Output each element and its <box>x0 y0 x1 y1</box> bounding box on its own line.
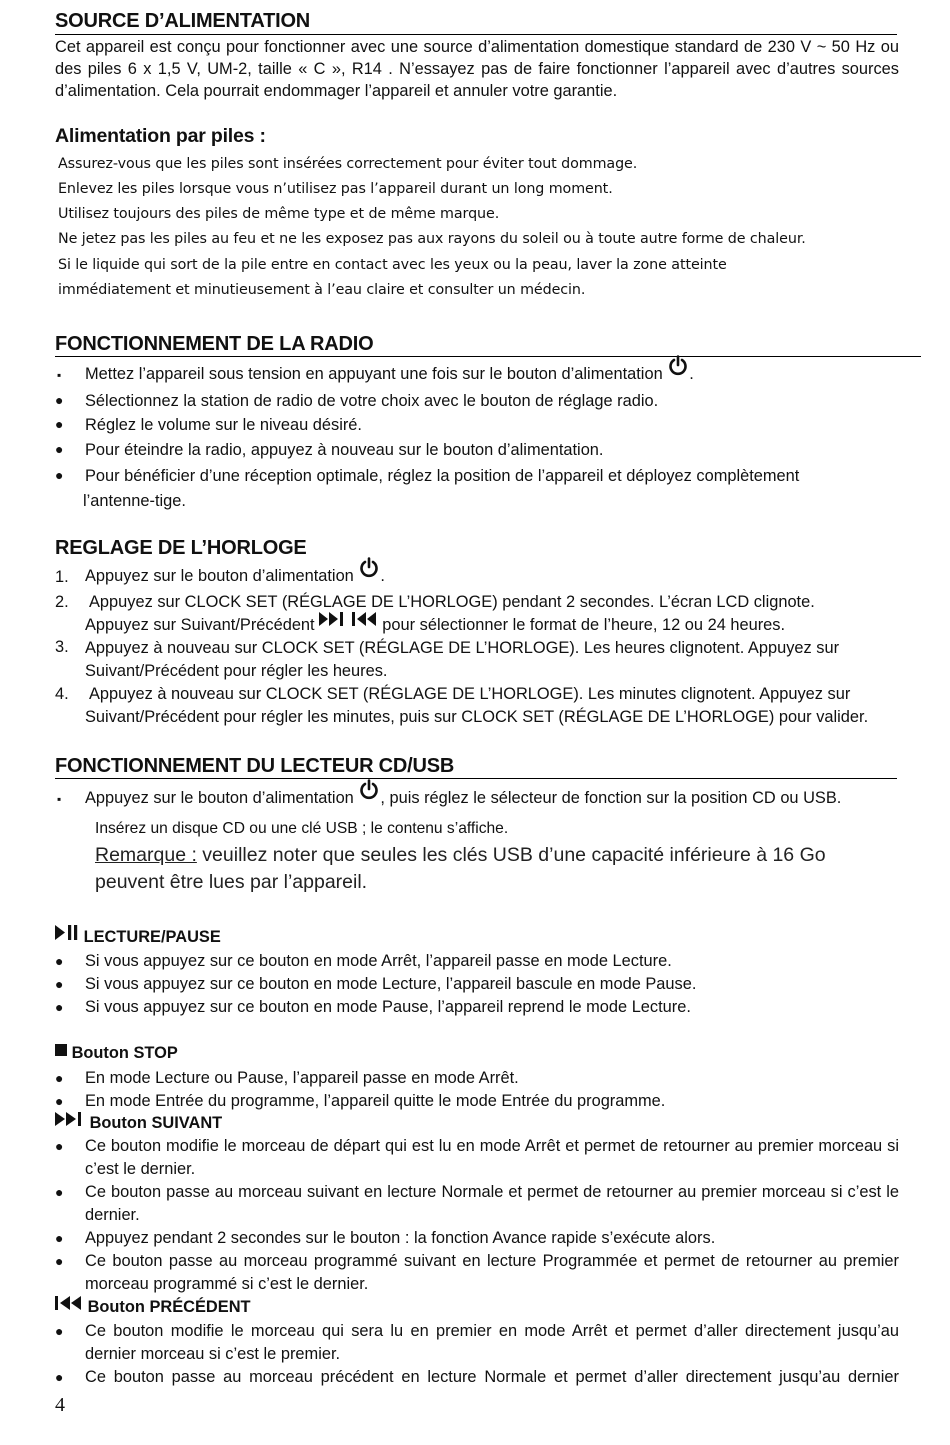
play-pause-item: Si vous appuyez sur ce bouton en mode Lecture, l’appareil bascule en mode Pause. <box>85 975 697 993</box>
step-number: 1. <box>55 568 69 586</box>
remark: Remarque : veuillez noter que seules les clés USB d’une capacité inférieure à 16 Go <box>95 844 826 866</box>
previous-item: Ce bouton passe au morceau précédent en lecture Normale et permet d’aller directement jusqu’au dernier <box>85 1368 899 1386</box>
cd-usb-title: FONCTIONNEMENT DU LECTEUR CD/USB <box>55 755 455 777</box>
bullet: ● <box>55 441 64 457</box>
next-heading: Bouton SUIVANT <box>55 1112 222 1134</box>
next-icon <box>319 610 347 633</box>
previous-item: Ce bouton modifie le morceau qui sera lu en premier en mode Arrêt et permet d’aller directement jusqu’au dernier morceau si c’est le premier. <box>85 1322 899 1363</box>
bullet: ● <box>55 1253 64 1269</box>
bullet: ● <box>55 1184 64 1200</box>
battery-line: Si le liquide qui sort de la pile entre en contact avec les yeux ou la peau, laver la zone atteinte <box>58 257 727 273</box>
next-item: Appuyez pendant 2 secondes sur le bouton : la fonction Avance rapide s’exécute alors. <box>85 1229 716 1247</box>
clock-title: REGLAGE DE L’HORLOGE <box>55 537 307 559</box>
bullet: ▪ <box>57 368 62 382</box>
page-number: 4 <box>55 1394 65 1416</box>
bullet: ● <box>55 999 64 1015</box>
title-rule <box>55 356 921 357</box>
remark-label: Remarque : <box>95 844 197 866</box>
step-number: 3. <box>55 638 69 656</box>
battery-line: immédiatement et minutieusement à l’eau claire et consulter un médecin. <box>58 282 586 298</box>
step-number: 2. <box>55 593 69 611</box>
power-icon <box>667 355 689 384</box>
radio-item: Pour éteindre la radio, appuyez à nouveau sur le bouton d’alimentation. <box>85 441 604 459</box>
bullet: ● <box>55 1323 64 1339</box>
stop-item: En mode Entrée du programme, l’appareil quitte le mode Entrée du programme. <box>85 1092 666 1110</box>
next-item: Ce bouton passe au morceau programmé suivant en lecture Programmée et permet de retourner au premier morceau programmé si c’est le dernier. <box>85 1252 899 1293</box>
battery-line: Enlevez les piles lorsque vous n’utilisez pas l’appareil durant un long moment. <box>58 181 613 197</box>
bullet: ● <box>55 1093 64 1109</box>
previous-icon <box>55 1294 83 1316</box>
power-source-title: SOURCE D’ALIMENTATION <box>55 10 311 32</box>
radio-item: Réglez le volume sur le niveau désiré. <box>85 416 362 434</box>
battery-line: Assurez-vous que les piles sont insérées correctement pour éviter tout dommage. <box>58 156 638 172</box>
bullet: ● <box>55 392 64 408</box>
cd-item: Appuyez sur le bouton d’alimentation , puis réglez le sélecteur de fonction sur la position CD ou USB. <box>85 787 841 810</box>
stop-item: En mode Lecture ou Pause, l’appareil passe en mode Arrêt. <box>85 1069 519 1087</box>
bullet: ● <box>55 976 64 992</box>
clock-step: Appuyez sur Suivant/Précédent pour sélectionner le format de l’heure, 12 ou 24 heures. <box>85 614 785 637</box>
radio-item: l’antenne-tige. <box>83 492 186 510</box>
radio-title: FONCTIONNEMENT DE LA RADIO <box>55 333 374 355</box>
battery-line: Ne jetez pas les piles au feu et ne les exposez pas aux rayons du soleil ou à toute autre forme de chaleur. <box>58 231 806 247</box>
clock-step: Appuyez sur le bouton d’alimentation . <box>85 565 385 588</box>
clock-step: Appuyez à nouveau sur CLOCK SET (RÉGLAGE DE L’HORLOGE). Les minutes clignotent. Appuyez sur <box>89 685 851 703</box>
play-pause-item: Si vous appuyez sur ce bouton en mode Arrêt, l’appareil passe en mode Lecture. <box>85 952 672 970</box>
step-number: 4. <box>55 685 69 703</box>
remark: peuvent être lues par l’appareil. <box>95 871 368 893</box>
bullet: ● <box>55 1070 64 1086</box>
bullet: ● <box>55 467 64 483</box>
bullet: ● <box>55 953 64 969</box>
stop-icon <box>55 1040 67 1062</box>
power-icon <box>358 557 380 586</box>
next-icon <box>55 1110 85 1132</box>
previous-heading: Bouton PRÉCÉDENT <box>55 1296 251 1318</box>
clock-step: Suivant/Précédent pour régler les minutes, puis sur CLOCK SET (RÉGLAGE DE L’HORLOGE) pour valider. <box>85 708 869 726</box>
bullet: ● <box>55 1369 64 1385</box>
next-item: Ce bouton modifie le morceau de départ qui est lu en mode Arrêt et permet de retourner au premier morceau si c’est le dernier. <box>85 1137 899 1178</box>
previous-icon <box>352 610 378 633</box>
bullet: ● <box>55 416 64 432</box>
clock-step: Appuyez à nouveau sur CLOCK SET (RÉGLAGE DE L’HORLOGE). Les heures clignotent. Appuyez sur <box>85 639 840 657</box>
battery-title: Alimentation par piles : <box>55 125 266 147</box>
clock-step: Appuyez sur CLOCK SET (RÉGLAGE DE L’HORLOGE) pendant 2 secondes. L’écran LCD clignote. <box>89 593 815 611</box>
bullet: ▪ <box>57 792 62 806</box>
stop-heading: Bouton STOP <box>55 1042 178 1064</box>
title-rule <box>55 34 897 35</box>
title-rule <box>55 778 897 779</box>
bullet: ● <box>55 1230 64 1246</box>
next-item: Ce bouton passe au morceau suivant en lecture Normale et permet de retourner au premier morceau si c’est le dernier. <box>85 1183 899 1224</box>
radio-item: Mettez l’appareil sous tension en appuyant une fois sur le bouton d’alimentation . <box>85 363 694 386</box>
radio-item: Pour bénéficier d’une réception optimale, réglez la position de l’appareil et déployez complètement <box>85 467 800 485</box>
play-pause-heading: LECTURE/PAUSE <box>55 926 221 948</box>
cd-insert-text: Insérez un disque CD ou une clé USB ; le contenu s’affiche. <box>95 820 509 837</box>
power-icon <box>358 779 380 808</box>
radio-item: Sélectionnez la station de radio de votre choix avec le bouton de réglage radio. <box>85 392 659 410</box>
battery-line: Utilisez toujours des piles de même type et de même marque. <box>58 206 500 222</box>
play-pause-icon <box>55 924 79 946</box>
clock-step: Suivant/Précédent pour régler les heures. <box>85 662 388 680</box>
bullet: ● <box>55 1138 64 1154</box>
play-pause-item: Si vous appuyez sur ce bouton en mode Pause, l’appareil reprend le mode Lecture. <box>85 998 691 1016</box>
power-source-text: Cet appareil est conçu pour fonctionner avec une source d’alimentation domestique standard de 230 V ~ 50 Hz ou des piles 6 x 1,5 V, UM-2, taille « C », R14 . N’essayez pas de faire fonctionner l’appareil avec d’autres sources d’alimentation. Cela pourrait endommager l’appareil et annuler votre garantie. <box>55 38 899 100</box>
